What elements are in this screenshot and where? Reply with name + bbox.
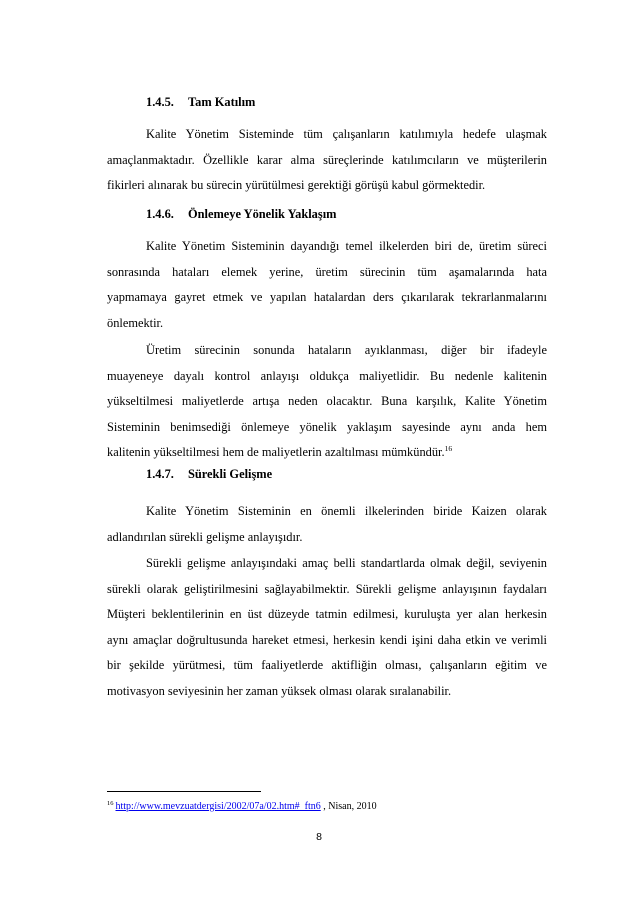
footnote-suffix: , Nisan, 2010 (320, 801, 377, 812)
text-line: Sisteminin benimsediği önlemeye yönelik yaklaşım sayesinde aynı anda hem (107, 419, 547, 434)
text-line: sürekli olarak geliştirilmesini sağlayabilmektir. Sürekli gelişme anlayışının faydaları (107, 581, 547, 596)
text-line: Kalite Yönetim Sisteminin en önemli ilkelerinden biride Kaizen olarak (146, 504, 547, 518)
page-number: 8 (316, 831, 322, 843)
text-line: amaçlanmaktadır. Özellikle karar alma süreçlerinde katılımcıların ve müşterilerin (107, 152, 547, 167)
text-line: Üretim sürecinin sonunda hataların ayıklanması, diğer bir ifadeyle (146, 343, 547, 357)
text-line: Sürekli gelişme anlayışındaki amaç belli standartlarda olmak değil, seviyenin (146, 556, 547, 570)
text-line: motivasyon seviyesinin her zaman yüksek olması olarak sıralanabilir. (107, 683, 452, 698)
section-number: 1.4.6. (146, 207, 174, 221)
text-line: aynı amaçlar doğrultusunda hareket etmesi, herkesin kendi işini daha etkin ve verimli (107, 632, 547, 647)
section-heading-1-4-7 (146, 466, 272, 482)
section-heading-1-4-5 (146, 94, 255, 110)
text-line: Kalite Yönetim Sisteminde tüm çalışanların katılımıyla hedefe ulaşmak (146, 127, 547, 141)
paragraph-onlemeye-2 (107, 342, 547, 470)
text-line: bir şekilde yürütmesi, tüm faaliyetlerde aktifliğin olması, çalışanların eğitim ve (107, 658, 547, 672)
paragraph-tam-katilim (107, 126, 547, 203)
footnote-reference[interactable]: 16 (444, 443, 453, 453)
text-line: önlemektir. (107, 315, 164, 330)
text-line: muayeneye dayalı kontrol anlayışı oldukça maliyetlidir. Bu nedenle kalitenin (107, 368, 547, 383)
section-title: Önlemeye Yönelik Yaklaşım (188, 207, 337, 221)
footnote-link[interactable]: http://www.mevzuatdergisi/2002/07a/02.htm#_ftn6 (115, 801, 321, 812)
text-line: adlandırılan sürekli gelişme anlayışıdır. (107, 529, 303, 544)
section-heading-1-4-6 (146, 206, 336, 222)
section-title: Tam Katılım (188, 95, 256, 109)
text-line: yükseltilmesi maliyetlerde artışa neden olacaktır. Buna karşılık, Kalite Yönetim (107, 394, 547, 408)
text-line: fikirleri alınarak bu sürecin yürütülmesi gerektiği görüşü kabul görmektedir. (107, 178, 486, 192)
text-line: Kalite Yönetim Sisteminin dayandığı temel ilkelerden biri de, üretim süreci (146, 239, 547, 253)
footnote (107, 800, 377, 814)
section-number: 1.4.5. (146, 95, 174, 109)
text-line: kalitenin yükseltilmesi hem de maliyetlerin azaltılması mümkündür.$^{16}$ (107, 443, 453, 459)
text-line: sonrasında hataları elemek yerine, üretim sürecinin tüm aşamalarında hata (107, 264, 547, 279)
section-number: 1.4.7. (146, 467, 174, 481)
paragraph-surekli-1 (107, 503, 547, 554)
footnote-number: 16 (107, 799, 114, 807)
text-line: Müşteri beklentilerinin en üst düzeyde tatmin edilmesi, kuruluşta yer alan herkesin (107, 607, 547, 621)
section-title: Sürekli Gelişme (188, 467, 273, 481)
text-line: yapmamaya gayret etmek ve yapılan hatalardan ders çıkarılarak tekrarlanmalarını (107, 290, 547, 304)
paragraph-surekli-2 (107, 555, 547, 708)
paragraph-onlemeye-1 (107, 238, 547, 340)
footnote-separator (107, 791, 261, 792)
